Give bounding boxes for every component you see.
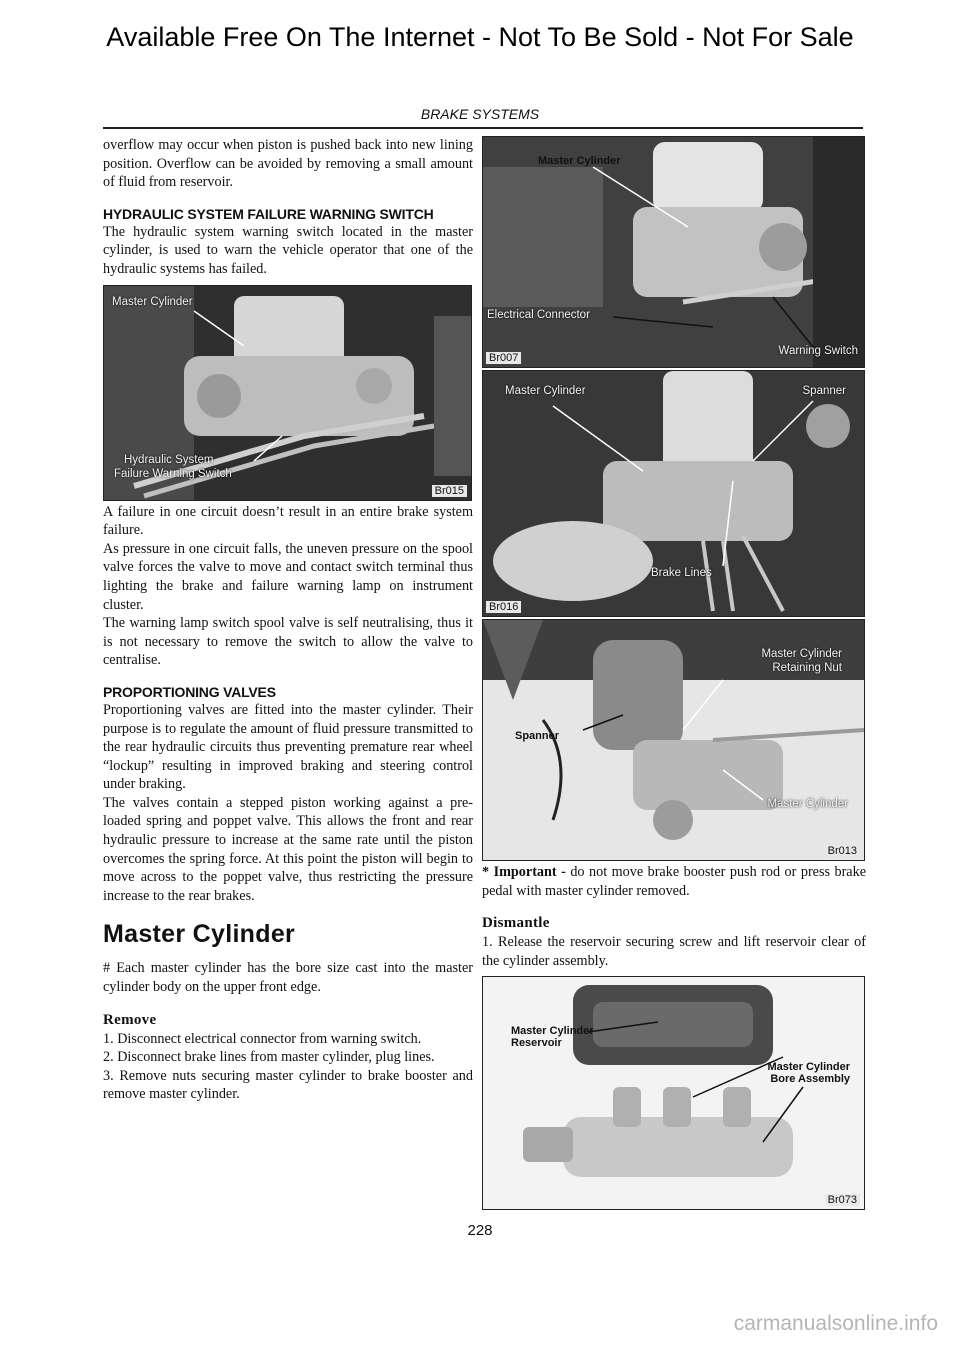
paragraph-hydraulic-switch: The hydraulic system warning switch located in the master cylinder, is used to warn the vehicle operator that one of the hydraulic systems has failed. [103,223,473,277]
important-label: * Important - [482,864,566,880]
caption-failure-warning-switch: Failure Warning Switch [114,467,232,480]
caption-spanner: Spanner [802,385,846,397]
photo-electrical-connector [483,137,864,367]
caption-master-cylinder: Master Cylinder [511,1025,594,1038]
figure-br016 [482,370,865,617]
figure-id: Br015 [432,485,467,497]
figure-id: Br073 [825,1194,860,1206]
heading-master-cylinder: Master Cylinder [103,920,296,949]
caption-hydraulic-system: Hydraulic System [124,453,214,466]
remove-step-2: 2. Disconnect brake lines from master cylinder, plug lines. [103,1049,435,1066]
site-watermark: carmanualsonline.info [733,1312,938,1335]
important-note [482,863,866,900]
remove-step-3: 3. Remove nuts securing master cylinder to brake booster and remove master cylinder. [103,1067,473,1103]
figure-br015 [103,285,472,501]
page-number: 228 [467,1222,493,1239]
caption-master-cylinder: Master Cylinder [505,385,586,397]
header-rule [103,127,863,129]
paragraph-bore-size: # Each master cylinder has the bore size cast into the master cylinder body on the upper front edge. [103,960,473,996]
caption-electrical-connector: Electrical Connector [487,309,590,321]
left-column [103,136,473,1104]
paragraph-lamp: The warning lamp switch spool valve is self neutralising, thus it is not necessary to remove the switch to allow the valve to centralise. [103,615,473,669]
figure-br007 [482,136,865,368]
right-column [482,136,866,1210]
photo-reservoir-bore [483,977,864,1209]
paragraph-proportioning-2: The valves contain a stepped piston working against a pre-loaded spring and poppet valve. This allows the front and rear hydraulic pressure to increase at the same rate until the piston overcomes the spring force. At this point the piston will begin to move across to the poppet valve, thus restricting the pressure increase to the rear brakes. [103,794,473,904]
caption-bore-assembly: Bore Assembly [770,1073,850,1086]
caption-master-cylinder-bore: Master Cylinder [767,1061,850,1074]
caption-reservoir: Reservoir [511,1037,562,1050]
caption-spanner: Spanner [515,730,560,742]
caption-brake-lines: Brake Lines [651,567,712,579]
paragraph-pressure: As pressure in one circuit falls, the uneven pressure on the spool valve forces the valve to move and contact switch terminal thus lighting the brake and failure warning lamp on instrument cluster. [103,540,473,613]
photo-brake-lines [483,371,864,616]
header-banner: Available Free On The Internet - Not To Be Sold - Not For Sale [106,22,854,52]
figure-id: Br007 [486,352,521,364]
heading-dismantle: Dismantle [482,915,550,932]
caption-master-cylinder: Master Cylinder [112,295,193,308]
caption-retaining-nut: Retaining Nut [772,662,842,674]
heading-proportioning: PROPORTIONING VALVES [103,683,276,700]
running-head: BRAKE SYSTEMS [420,106,540,122]
paragraph-proportioning-1: Proportioning valves are fitted into the master cylinder. Their purpose is to regulate the amount of fluid pressure transmitted to the rear hydraulic circuits thus preventing premature rear wheel “lockup” resulting in improved braking and steering control under braking. [103,701,473,793]
remove-step-1: 1. Disconnect electrical connector from warning switch. [103,1030,422,1047]
heading-hydraulic-switch: HYDRAULIC SYSTEM FAILURE WARNING SWITCH [103,205,434,222]
figure-id: Br016 [486,601,521,613]
figure-br013 [482,619,865,861]
figure-id: Br013 [825,845,860,857]
paragraph-failure: A failure in one circuit doesn’t result in an entire brake system failure. [103,503,473,539]
paragraph-overflow: overflow may occur when piston is pushed back into new lining position. Overflow can be avoided by removing a small amount of fluid from reservoir. [103,137,473,191]
important-text: do not move brake booster push rod or press brake pedal with master cylinder removed. [482,864,866,899]
heading-remove: Remove [103,1011,157,1028]
dismantle-step-1: 1. Release the reservoir securing screw and lift reservoir clear of the cylinder assembly. [482,934,866,969]
caption-master-cylinder: Master Cylinder [538,155,621,167]
caption-warning-switch: Warning Switch [778,345,858,357]
figure-br073 [482,976,865,1210]
caption-master-cylinder-body: Master Cylinder [767,798,848,810]
caption-master-cylinder: Master Cylinder [761,648,842,660]
